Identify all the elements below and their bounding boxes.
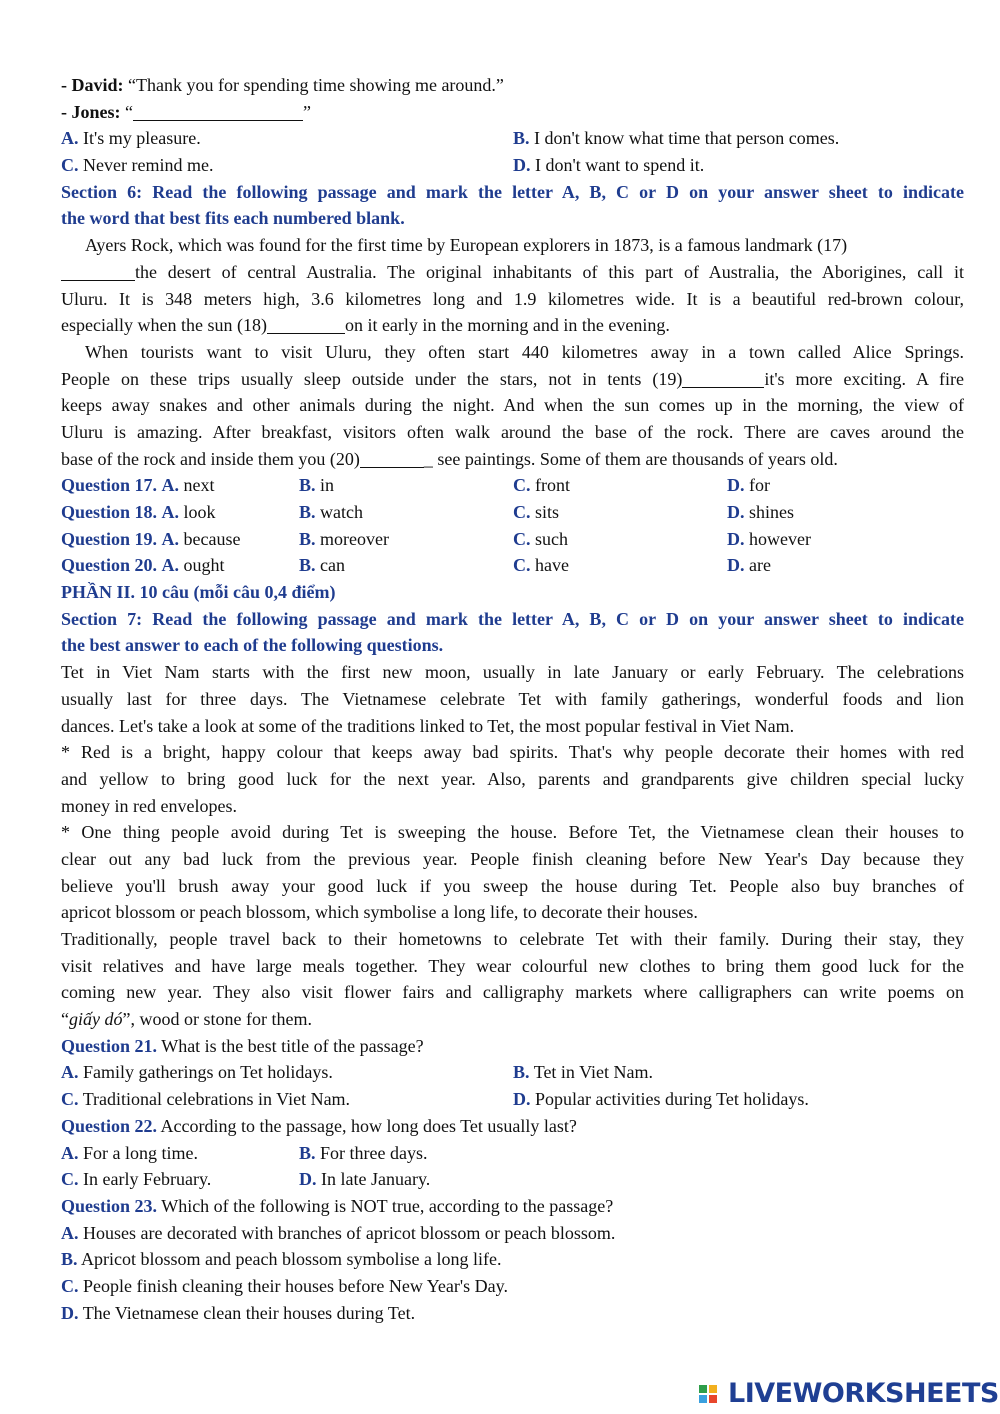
question-row-19: Question 19. A. because B. moreover C. such D. however bbox=[61, 526, 964, 553]
option-23a[interactable]: A. Houses are decorated with branches of apricot blossom or peach blossom. bbox=[61, 1222, 616, 1243]
passage-line: dances. Let's take a look at some of the traditions linked to Tet, the most popular festival in Viet Nam. bbox=[61, 715, 795, 736]
option-19d[interactable]: D. however bbox=[727, 528, 811, 549]
passage-line: believe you'll brush away your good luck if you sweep the house during Tet. People also buy branches of bbox=[61, 875, 964, 896]
question-label: Question 17. bbox=[61, 475, 158, 496]
passage-line: base of the rock and inside them you (20) _ see paintings. Some of them are thousands of years old. bbox=[61, 448, 838, 469]
passage-line: money in red envelopes. bbox=[61, 795, 237, 816]
question-label: Question 19. bbox=[61, 528, 158, 549]
passage-line: Traditionally, people travel back to their hometowns to celebrate Tet with their family. During their stay, they bbox=[61, 929, 964, 949]
option-19c[interactable]: C. such bbox=[513, 528, 568, 549]
blank-17[interactable] bbox=[61, 262, 135, 281]
section6-heading-line1: Section 6: Read the following passage and mark the letter A, B, C or D on your answer sheet to indicate bbox=[61, 181, 964, 202]
passage-line: * One thing people avoid during Tet is sweeping the house. Before Tet, the Vietnamese clean their houses to bbox=[61, 822, 964, 843]
passage-line: People on these trips usually sleep outside under the stars, not in tents (19) it's more exciting. A fire bbox=[61, 368, 964, 389]
logo-grid-icon bbox=[698, 1384, 720, 1404]
option-20a[interactable]: ought bbox=[183, 555, 225, 576]
passage-line: apricot blossom or peach blossom, which symbolise a long life, to decorate their houses. bbox=[61, 902, 698, 923]
dialogue-option-a[interactable]: A. It's my pleasure. bbox=[61, 128, 201, 149]
option-18c[interactable]: C. sits bbox=[513, 502, 560, 522]
option-21a[interactable]: A. Family gatherings on Tet holidays. bbox=[61, 1062, 333, 1083]
option-20d[interactable]: D. are bbox=[727, 555, 771, 576]
option-17a[interactable]: next bbox=[183, 475, 215, 496]
option-23c[interactable]: C. People finish cleaning their houses before New Year's Day. bbox=[61, 1275, 508, 1296]
passage-line: Uluru. It is 348 meters high, 3.6 kilometres long and 1.9 kilometres wide. It is a beautiful red-brown colour, bbox=[61, 288, 964, 309]
section7-heading-line1: Section 7: Read the following passage and mark the letter A, B, C or D on your answer sheet to indicate bbox=[61, 608, 964, 629]
question-row-17: Question 17. A. next B. in C. front D. for bbox=[61, 472, 964, 499]
option-17c[interactable]: C. front bbox=[513, 475, 570, 496]
blank-19[interactable] bbox=[682, 369, 764, 388]
dialogue-line-jones: - Jones: “ ” bbox=[61, 101, 311, 122]
speaker-jones: - Jones: bbox=[61, 101, 121, 122]
blank-20[interactable] bbox=[360, 449, 424, 468]
option-19b[interactable]: B. moreover bbox=[299, 528, 389, 549]
option-23d[interactable]: D. The Vietnamese clean their houses during Tet. bbox=[61, 1302, 416, 1323]
logo-tile bbox=[709, 1385, 717, 1393]
passage-line: visit relatives and have large meals together. They wear colourful new clothes to bring them good luck for the bbox=[61, 955, 964, 976]
dialogue-option-b[interactable]: B. I don't know what time that person comes. bbox=[513, 128, 840, 149]
option-21d[interactable]: D. Popular activities during Tet holidays. bbox=[513, 1089, 809, 1110]
option-17b[interactable]: B. in bbox=[299, 475, 335, 496]
dialogue-option-d[interactable]: D. I don't want to spend it. bbox=[513, 155, 705, 176]
option-18d[interactable]: D. shines bbox=[727, 502, 794, 522]
question-row-18: Question 18. A. look B. watch C. sits D. shines bbox=[61, 499, 964, 526]
option-19a[interactable]: because bbox=[183, 528, 241, 549]
q22-options-row-1 bbox=[61, 1140, 964, 1167]
option-17d[interactable]: D. for bbox=[727, 475, 770, 496]
question-label: Question 20. bbox=[61, 555, 158, 576]
question-23: Question 23. Which of the following is NOT true, according to the passage? bbox=[61, 1195, 614, 1216]
passage-line: keeps away snakes and other animals during the night. And when the sun comes up in the morning, the view of bbox=[61, 395, 964, 416]
question-21: Question 21. What is the best title of the passage? bbox=[61, 1035, 424, 1056]
question-22: Question 22. According to the passage, how long does Tet usually last? bbox=[61, 1115, 577, 1136]
option-23b[interactable]: B. Apricot blossom and peach blossom symbolise a long life. bbox=[61, 1249, 502, 1270]
logo-tile bbox=[699, 1395, 707, 1403]
q21-options-row-1 bbox=[61, 1059, 964, 1086]
part2-heading: PHẦN II. 10 câu (mỗi câu 0,4 điểm) bbox=[61, 582, 336, 603]
q22-options-row-2 bbox=[61, 1166, 964, 1193]
passage-line: coming new year. They also visit flower fairs and calligraphy markets where calligraphers can write poems on bbox=[61, 982, 964, 1003]
passage-line: Ayers Rock, which was found for the first time by European explorers in 1873, is a famous landmark (17) bbox=[85, 235, 848, 256]
passage-line: Uluru is amazing. After breakfast, visitors often walk around the base of the rock. There are caves around the bbox=[61, 421, 964, 442]
speaker-david: - David: bbox=[61, 75, 124, 95]
passage-line: especially when the sun (18) on it early in the morning and in the evening. bbox=[61, 315, 670, 336]
passage-line: usually last for three days. The Vietnamese celebrate Tet with family gatherings, wonderful foods and lion bbox=[61, 688, 964, 709]
question-row-20: Question 20. A. ought B. can C. have D. are bbox=[61, 552, 964, 579]
q21-options-row-2 bbox=[61, 1086, 964, 1113]
passage-line: When tourists want to visit Uluru, they often start 440 kilometres away in a town called Alice Springs. bbox=[85, 341, 964, 362]
david-utterance: “Thank you for spending time showing me around.” bbox=[128, 75, 504, 95]
dialogue-option-c[interactable]: C. Never remind me. bbox=[61, 155, 214, 176]
answer-blank[interactable] bbox=[133, 102, 303, 121]
option-18a[interactable]: look bbox=[183, 502, 216, 522]
question-label: Question 18. bbox=[61, 502, 158, 522]
option-22b[interactable]: B. For three days. bbox=[299, 1142, 428, 1163]
option-18b[interactable]: B. watch bbox=[299, 502, 363, 522]
logo-text: LIVEWORKSHEETS bbox=[728, 1378, 999, 1409]
dialogue-line-david bbox=[61, 72, 964, 99]
option-22c[interactable]: C. In early February. bbox=[61, 1169, 212, 1190]
option-21b[interactable]: B. Tet in Viet Nam. bbox=[513, 1062, 654, 1083]
passage-line: and yellow to bring good luck for the next year. Also, parents and grandparents give children special lucky bbox=[61, 768, 964, 789]
passage-line: * Red is a bright, happy colour that keeps away bad spirits. That's why people decorate their homes with red bbox=[61, 742, 964, 763]
passage-line: clear out any bad luck from the previous year. People finish cleaning before New Year's Day because they bbox=[61, 848, 964, 869]
passage-line: Tet in Viet Nam starts with the first new moon, usually in late January or early February. The celebrations bbox=[61, 662, 964, 683]
section6-heading-line2: the word that best fits each numbered blank. bbox=[61, 208, 405, 229]
passage-line: the desert of central Australia. The original inhabitants of this part of Australia, the Aborigines, call it bbox=[61, 259, 964, 286]
section7-heading-line2: the best answer to each of the following questions. bbox=[61, 635, 444, 656]
dialogue-options-row-2 bbox=[61, 152, 964, 179]
worksheet-page bbox=[61, 72, 964, 1326]
blank-18[interactable] bbox=[267, 315, 345, 334]
logo-tile bbox=[699, 1385, 707, 1393]
option-21c[interactable]: C. Traditional celebrations in Viet Nam. bbox=[61, 1089, 351, 1110]
option-22a[interactable]: A. For a long time. bbox=[61, 1142, 198, 1163]
option-20c[interactable]: C. have bbox=[513, 555, 569, 576]
option-20b[interactable]: B. can bbox=[299, 555, 345, 576]
dialogue-options-row-1 bbox=[61, 125, 964, 152]
logo-tile bbox=[709, 1395, 717, 1403]
passage-line: “giấy dó”, wood or stone for them. bbox=[61, 1009, 312, 1030]
option-22d[interactable]: D. In late January. bbox=[299, 1169, 431, 1190]
